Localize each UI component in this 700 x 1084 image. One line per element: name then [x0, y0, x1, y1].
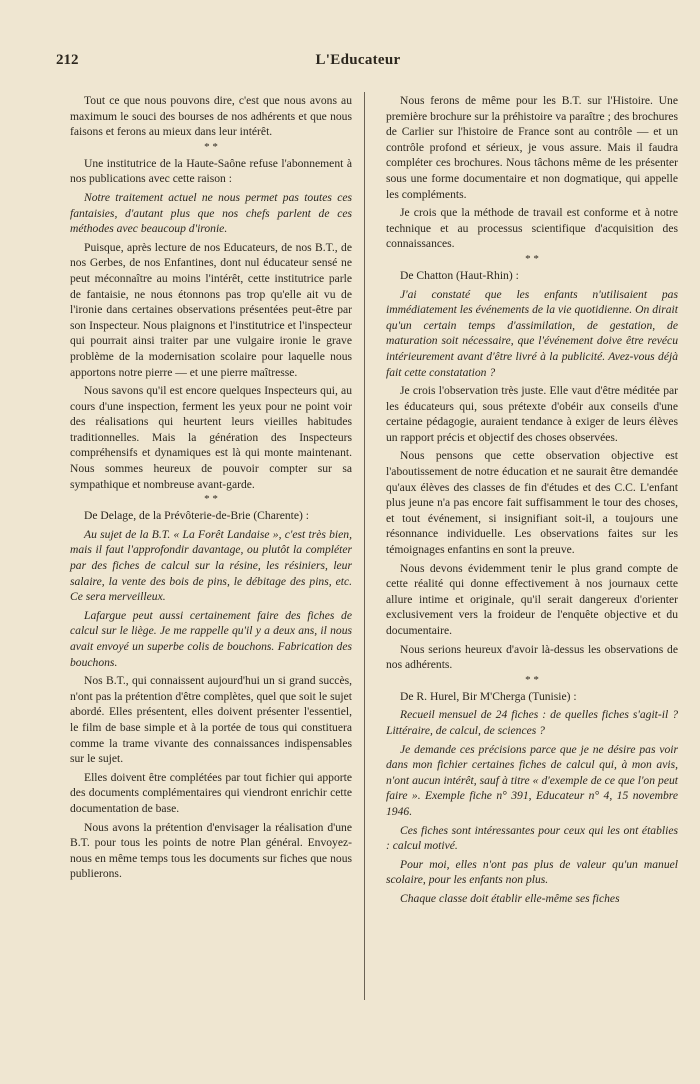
quoted-paragraph: J'ai constaté que les enfants n'utilisaient pas immédiatement les événements de la vie quotidienne. On dirait qu'un certain temps d'assimilation, de gestation, de maturation soit nécessaire, que l'événement doive être revécu intérieurement avant d'être livré à la publicité. Avez-vous déjà fait cette constatation ?	[386, 287, 678, 379]
paragraph: Je crois l'observation très juste. Elle vaut d'être méditée par les éducateurs qui, sous prétexte d'obéir aux conseils d'une certaine pédagogie, auraient tendance à exiger de leurs élèves un rapport précis et objectif des choses observées.	[386, 384, 678, 444]
running-title: L'Educateur	[315, 52, 401, 68]
paragraph: Nos B.T., qui connaissent aujourd'hui un si grand succès, n'ont pas la prétention d'être complètes, quel que soit le sujet abordé. Elles présentent, elles doivent présenter l'essentiel, le film de base simple et à la portée de tous qui constituera comme la trame vivante des connaissances indispensables sur le sujet.	[70, 674, 352, 766]
paragraph: Tout ce que nous pouvons dire, c'est que nous avons au maximum le souci des bourses de nos adhérents et que nous faisons et ferons au mieux dans leur intérêt.	[70, 94, 352, 139]
quoted-paragraph: Notre traitement actuel ne nous permet pas toutes ces fantaisies, d'autant plus que nos chefs parlent de ces méthodes avec beaucoup d'ironie.	[70, 190, 352, 236]
quoted-paragraph: Chaque classe doit établir elle-même ses fiches	[400, 891, 620, 905]
paragraph: Puisque, après lecture de nos Educateurs, de nos B.T., de nos Gerbes, de nos Enfantines, dont nul éducateur sensé ne peut méconnaître au moins l'intérêt, cette institutrice parle de fantaisie, ne nous étonnons pas trop qu'elle ait vu de l'ironie dans certaines observations présentées peut-être par son Inspecteur. Nous plaignons et l'institutrice et l'inspecteur qui pourrait ainsi traiter par une vulgaire ironie le grave problème de la modernisation scolaire pour laquelle nous apportons notre pierre — et une pierre maîtresse.	[70, 240, 352, 379]
paragraph: Nous savons qu'il est encore quelques Inspecteurs qui, au cours d'une inspection, ferment les yeux pour ne point voir des réalisations qui heurtent leurs vieilles habitudes traditionnelles. Mais la génération des Inspecteurs compréhensifs et dynamiques est là qui monte maintenant. Nous sommes heureux de pouvoir compter sur sa sympathique et nombreuse avant-garde.	[70, 384, 352, 491]
quoted-paragraph: Je demande ces précisions parce que je ne désire pas voir dans mon fichier certaines fiches de calcul qui, à mon avis, n'ont aucun intérêt, sauf à titre « d'exemple de ce que l'on peut faire ». Exemple fiche n° 391, Educateur n° 4, 15 novembre 1946.	[386, 742, 678, 818]
right-column	[386, 93, 678, 910]
section-separator: * *	[525, 673, 539, 686]
correspondent-line: De R. Hurel, Bir M'Cherga (Tunisie) :	[400, 689, 577, 703]
section-separator: * *	[204, 493, 218, 506]
paragraph: Je crois que la méthode de travail est conforme et à notre technique et au processus scientifique d'acquisition des connaissances.	[386, 206, 678, 251]
correspondent-line: De Chatton (Haut-Rhin) :	[400, 268, 519, 282]
paragraph: Nous devons évidemment tenir le plus grand compte de cette réalité qui donne effectivement à nos journaux cette allure intime et originale, qu'il serait dangereux d'orienter exclusivement vers la froideur de l'enquête objective et du documentaire.	[386, 561, 678, 637]
section-separator: * *	[204, 140, 218, 153]
quoted-paragraph: Recueil mensuel de 24 fiches : de quelles fiches s'agit-il ? Littéraire, de calcul, de sciences ?	[386, 708, 678, 737]
quoted-paragraph: Ces fiches sont intéressantes pour ceux qui les ont établies : calcul motivé.	[386, 823, 678, 853]
column-divider	[364, 92, 365, 1000]
section-separator: * *	[525, 252, 539, 265]
left-column	[70, 93, 352, 885]
page-header	[56, 52, 660, 74]
quoted-paragraph: Lafargue peut aussi certainement faire des fiches de calcul sur le liège. Je me rappelle qu'il y a deux ans, il nous avait envoyé un superbe colis de bouchons. Fabrication des bouchons.	[70, 608, 352, 669]
page-number: 212	[56, 52, 79, 68]
quoted-paragraph: Au sujet de la B.T. « La Forêt Landaise », c'est très bien, mais il faut l'approfondir davantage, ou plutôt la compléter par des fiches de calcul sur la résine, les résiniers, leur salaire, la vente des bois de pins, le débitage des pins, etc. Ce sera merveilleux.	[70, 527, 352, 604]
paragraph: Nous serions heureux d'avoir là-dessus les observations de nos adhérents.	[386, 642, 678, 672]
paragraph: Une institutrice de la Haute-Saône refuse l'abonnement à nos publications avec cette raison :	[70, 156, 352, 186]
paragraph: Elles doivent être complétées par tout fichier qui apporte des documents complémentaires qui viendront enrichir cette documentation de base.	[70, 770, 352, 815]
correspondent-line: De Delage, de la Prévôterie-de-Brie (Charente) :	[84, 509, 310, 523]
paragraph: Nous ferons de même pour les B.T. sur l'Histoire. Une première brochure sur la préhistoire va paraître ; des brochures de Carlier sur l'histoire de France sont au contrôle — et un contrôle profond et sérieux, je vous assure. Mais il faudra compléter ces brochures. Nous tâchons même de les présenter sous une forme documentaire et non dogmatique, qui appelle les compléments.	[386, 94, 678, 201]
paragraph: Nous avons la prétention d'envisager la réalisation d'une B.T. pour tous les points de notre Plan général. Envoyez-nous en même temps tous les documents sur fiches que nous publierons.	[70, 820, 352, 881]
paragraph: Nous pensons que cette observation objective est l'aboutissement de notre éducation et ne saurait être demandée qu'aux élèves des classes de fin d'études et des C.C. L'enfant plus jeune n'a pas encore fait suffisamment le tour des choses, et tout événement, si insignifiant soit-il, a toujours une résonnance individuelle. Les observations faites sur les témoignages enfantins en sont la preuve.	[386, 449, 678, 557]
quoted-paragraph: Pour moi, elles n'ont pas plus de valeur qu'un manuel scolaire, pour les enfants non plus.	[386, 857, 678, 887]
